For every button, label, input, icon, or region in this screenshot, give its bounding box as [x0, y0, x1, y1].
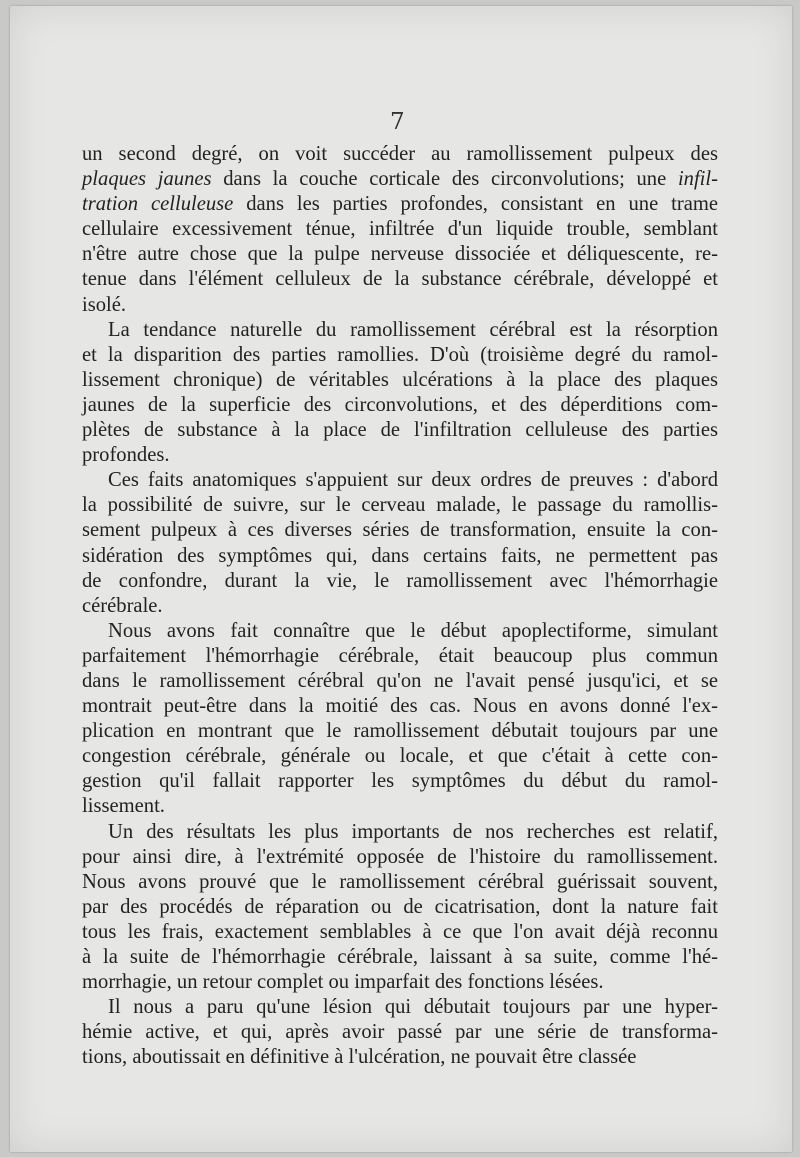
- paragraph: [82, 142, 718, 318]
- text-run: jaunes de la superficie des circonvolutions, et des déperditions com-: [82, 393, 718, 416]
- text-line: [82, 970, 718, 995]
- text-run: cérébrale.: [82, 594, 163, 617]
- text-run: un second degré, on voit succéder au ramollissement pulpeux des: [82, 143, 718, 165]
- text-run: sidération des symptômes qui, dans certains faits, ne permettent pas: [82, 544, 718, 567]
- paragraph: [82, 468, 718, 619]
- text-run: pour ainsi dire, à l'extrémité opposée de l'histoire du ramollissement.: [82, 845, 718, 868]
- text-run: lissement.: [82, 795, 165, 818]
- text-run: parfaitement l'hémorrhagie cérébrale, était beaucoup plus commun: [82, 644, 718, 667]
- text-line: [82, 267, 718, 292]
- text-line: [82, 794, 718, 819]
- text-line: [82, 242, 718, 267]
- text-line: [82, 594, 718, 619]
- text-line: [82, 142, 718, 167]
- italic-text: tration celluleuse: [82, 193, 234, 216]
- text-run: congestion cérébrale, générale ou locale, et que c'était à cette con-: [82, 745, 718, 768]
- text-run: tous les frais, exactement semblables à ce que l'on avait déjà reconnu: [82, 920, 718, 943]
- text-line: [82, 318, 718, 343]
- text-line: [82, 694, 718, 719]
- text-line: [82, 769, 718, 794]
- text-run: cellulaire excessivement ténue, infiltrée d'un liquide trouble, semblant: [82, 218, 718, 241]
- text-line: [82, 845, 718, 870]
- text-line: [82, 895, 718, 920]
- text-line: [82, 167, 718, 192]
- text-run: profondes.: [82, 444, 170, 467]
- text-run: dans le ramollissement cérébral qu'on ne l'avait pensé jusqu'ici, et se: [82, 669, 718, 692]
- text-run: Nous avons fait connaître que le début apoplectiforme, simulant: [108, 619, 718, 642]
- text-line: [82, 443, 718, 468]
- text-run: Nous avons prouvé que le ramollissement cérébral guérissait souvent,: [82, 870, 718, 893]
- text-run: Il nous a paru qu'une lésion qui débutait toujours par une hyper-: [108, 996, 718, 1019]
- text-line: [82, 343, 718, 368]
- text-run: et la disparition des parties ramollies. D'où (troisième degré du ramol-: [82, 343, 718, 366]
- text-run: plètes de substance à la place de l'infiltration celluleuse des parties: [82, 419, 718, 442]
- text-line: [82, 719, 718, 744]
- text-run: Ces faits anatomiques s'appuient sur deux ordres de preuves : d'abord: [108, 469, 718, 492]
- text-line: [82, 393, 718, 418]
- italic-text: plaques jaunes: [82, 168, 212, 191]
- text-run: la possibilité de suivre, sur le cerveau malade, le passage du ramollis-: [82, 494, 718, 517]
- paragraph: [82, 619, 718, 820]
- italic-text: infil-: [677, 168, 718, 191]
- text-run: tions, aboutissait en définitive à l'ulcération, ne pouvait être classée: [82, 1046, 637, 1069]
- paragraph: [82, 995, 718, 1070]
- text-line: [82, 569, 718, 594]
- text-run: de confondre, durant la vie, le ramollissement avec l'hémorrhagie: [82, 569, 718, 592]
- text-line: [82, 744, 718, 769]
- page-number: 7: [390, 109, 405, 135]
- text-run: La tendance naturelle du ramollissement cérébral est la résorption: [108, 318, 718, 341]
- text-line: [82, 368, 718, 393]
- text-run: montrait peut-être dans la moitié des cas. Nous en avons donné l'ex-: [82, 695, 718, 718]
- text-line: [82, 920, 718, 945]
- text-line: [82, 217, 718, 242]
- text-run: lissement chronique) de véritables ulcérations à la place des plaques: [82, 368, 718, 391]
- text-run: tenue dans l'élément celluleux de la substance cérébrale, développé et: [82, 268, 718, 291]
- text-line: [82, 669, 718, 694]
- paragraph: [82, 318, 718, 469]
- text-line: [82, 644, 718, 669]
- text-line: [82, 192, 718, 217]
- text-run: plication en montrant que le ramollissement débutait toujours par une: [82, 720, 718, 743]
- text-run: dans la couche corticale des circonvolutions; une: [211, 168, 678, 191]
- text-line: [82, 518, 718, 543]
- text-line: [82, 945, 718, 970]
- body-text: [82, 142, 718, 1070]
- text-line: [82, 995, 718, 1020]
- text-line: [82, 1045, 718, 1070]
- book-page: [10, 6, 792, 1152]
- text-line: [82, 1020, 718, 1045]
- text-run: à la suite de l'hémorrhagie cérébrale, laissant à sa suite, comme l'hé-: [82, 946, 718, 968]
- paragraph: [82, 820, 718, 996]
- text-line: [82, 468, 718, 493]
- text-line: [82, 544, 718, 569]
- text-run: dans les parties profondes, consistant en une trame: [233, 193, 718, 216]
- text-line: [82, 820, 718, 845]
- text-line: [82, 870, 718, 895]
- text-run: n'être autre chose que la pulpe nerveuse dissociée et déliquescente, re-: [82, 243, 718, 266]
- text-run: sement pulpeux à ces diverses séries de transformation, ensuite la con-: [82, 519, 718, 542]
- text-run: gestion qu'il fallait rapporter les symptômes du début du ramol-: [82, 770, 718, 793]
- text-run: morrhagie, un retour complet ou imparfait des fonctions lésées.: [82, 971, 604, 994]
- text-line: [82, 493, 718, 518]
- text-run: par des procédés de réparation ou de cicatrisation, dont la nature fait: [82, 895, 718, 918]
- text-run: isolé.: [82, 293, 127, 316]
- text-run: Un des résultats les plus importants de nos recherches est relatif,: [108, 820, 718, 843]
- text-line: [82, 293, 718, 318]
- text-line: [82, 619, 718, 644]
- text-line: [82, 418, 718, 443]
- text-run: hémie active, et qui, après avoir passé par une série de transforma-: [82, 1021, 718, 1044]
